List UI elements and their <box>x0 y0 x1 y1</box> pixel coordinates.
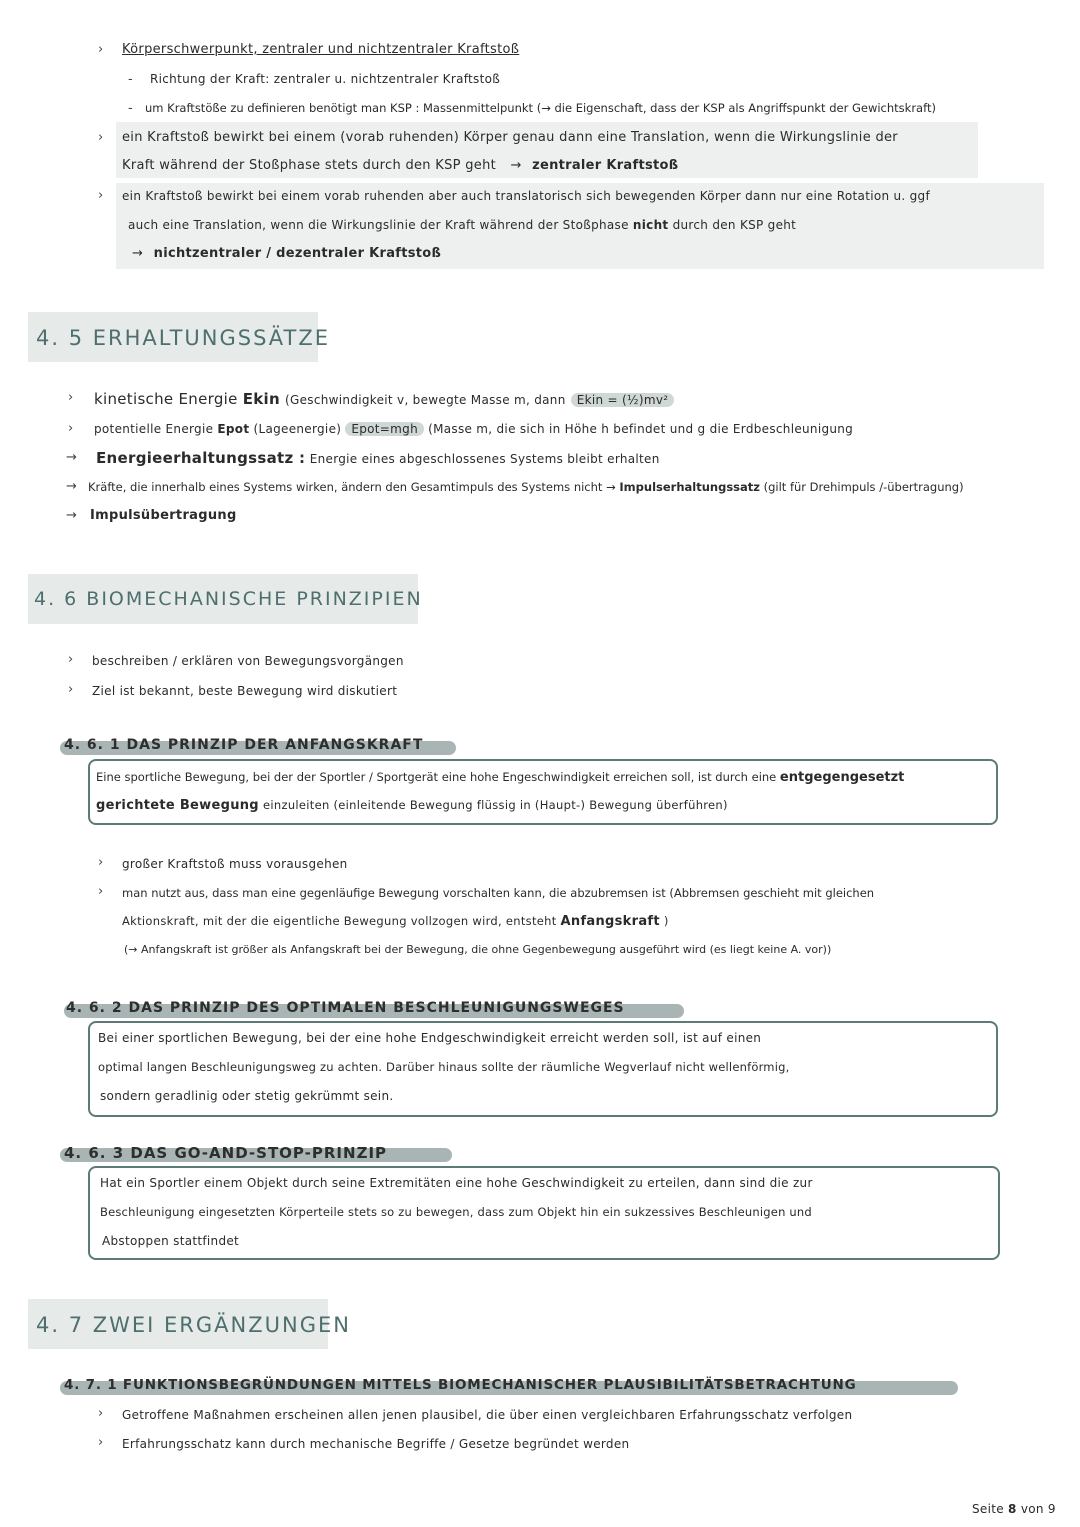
arrow-icon: → <box>66 450 77 465</box>
ergaenzung-bullet1: Getroffene Maßnahmen erscheinen allen jenen plausibel, die über einen vergleichbaren Erfahrungsschatz verfolgen <box>122 1408 853 1422</box>
dash-icon: - <box>128 72 133 87</box>
energy-line <box>96 449 660 467</box>
noncentral-text-c: durch den KSP geht <box>672 218 797 232</box>
ksp-title: Körperschwerpunkt, zentraler und nichtzentraler Kraftstoß <box>122 42 520 57</box>
ekin-formula: Ekin = (½)mv² <box>571 393 675 407</box>
impulse-line <box>88 480 964 494</box>
p463-line2: Beschleunigung eingesetzten Körperteile stets so zu bewegen, dass zum Objekt hin ein sukzessives Beschleunigen und <box>100 1205 812 1219</box>
p461-bullet2: man nutzt aus, dass man eine gegenläufige Bewegung vorschalten kann, die abzubremsen ist (Abbremsen geschieht mit gleichen <box>122 886 875 900</box>
central-line1: ein Kraftstoß bewirkt bei einem (vorab ruhenden) Körper genau dann eine Translation, wenn die Wirkungslinie der <box>122 130 898 145</box>
bm-bullet2: Ziel ist bekannt, beste Bewegung wird diskutiert <box>92 684 398 698</box>
epot-formula: Epot=mgh <box>345 422 424 436</box>
chevron-icon: › <box>98 42 104 57</box>
p461-note: (→ Anfangskraft ist größer als Anfangskraft bei der Bewegung, die ohne Gegenbewegung ausgeführt wird (es liegt keine A. vor)) <box>124 943 832 956</box>
energy-text: Energie eines abgeschlossenes Systems bleibt erhalten <box>309 452 660 466</box>
impulse-post: (gilt für Drehimpuls /-übertragung) <box>763 480 964 494</box>
p461-close-paren: ) <box>663 914 669 928</box>
chevron-icon: › <box>68 682 74 697</box>
arrow-icon: → <box>66 479 77 494</box>
page-number: 8 <box>1008 1502 1017 1516</box>
ksp-sub1: Richtung der Kraft: zentraler u. nichtzentraler Kraftstoß <box>150 72 501 86</box>
energy-term: Energieerhaltungssatz : <box>96 449 306 467</box>
noncentral-term: nichtzentraler / dezentraler Kraftstoß <box>153 246 442 261</box>
central-line2 <box>122 158 678 173</box>
ergaenzung-bullet2: Erfahrungsschatz kann durch mechanische Begriffe / Gesetze begründet werden <box>122 1437 630 1451</box>
heading-46: 4. 6 BIOMECHANISCHE PRINZIPIEN <box>34 588 423 610</box>
epot-line <box>94 422 853 436</box>
ekin-term: Ekin <box>242 390 280 408</box>
chevron-icon: › <box>98 130 104 145</box>
noncentral-text-a: auch eine Translation, wenn die Wirkungslinie der Kraft während der Stoßphase <box>128 218 629 232</box>
chevron-icon: › <box>68 390 74 405</box>
dash-icon: - <box>128 101 133 116</box>
impulse-transfer: Impulsübertragung <box>90 508 237 523</box>
heading-45: 4. 5 ERHALTUNGSSÄTZE <box>36 326 331 350</box>
p461-text1: Eine sportliche Bewegung, bei der der Sportler / Sportgerät eine hohe Engeschwindigkeit erreichen soll, ist durch eine <box>96 770 777 784</box>
arrow-icon: → <box>66 508 77 523</box>
central-term: zentraler Kraftstoß <box>532 158 679 173</box>
chevron-icon: › <box>98 884 104 899</box>
p461-line2 <box>96 798 728 813</box>
page-of: von 9 <box>1020 1502 1056 1516</box>
chevron-icon: › <box>68 652 74 667</box>
p461-anfangskraft: Anfangskraft <box>560 914 660 929</box>
epot-term: Epot <box>217 422 250 436</box>
heading-462: 4. 6. 2 DAS PRINZIP DES OPTIMALEN BESCHLEUNIGUNGSWEGES <box>66 1000 625 1016</box>
noncentral-not: nicht <box>632 218 669 232</box>
p461-term1: entgegengesetzt <box>779 770 905 785</box>
p461-line1 <box>96 770 904 785</box>
p461-bullet1: großer Kraftstoß muss vorausgehen <box>122 857 348 871</box>
noncentral-line2 <box>128 218 796 232</box>
impulse-text: Kräfte, die innerhalb eines Systems wirken, ändern den Gesamtimpuls des Systems nicht → <box>88 480 616 494</box>
heading-471: 4. 7. 1 FUNKTIONSBEGRÜNDUNGEN MITTELS BIOMECHANISCHER PLAUSIBILITÄTSBETRACHTUNG <box>64 1377 857 1393</box>
chevron-icon: › <box>98 1406 104 1421</box>
p463-line3: Abstoppen stattfindet <box>102 1234 240 1248</box>
arrow-icon: → <box>132 246 144 261</box>
ksp-sub2: um Kraftstöße zu definieren benötigt man KSP : Massenmittelpunkt (→ die Eigenschaft, dass der KSP als Angriffspunkt der Gewichtskraft) <box>145 101 936 115</box>
p461-text2: einzuleiten (einleitende Bewegung flüssig in (Haupt-) Bewegung überführen) <box>263 798 728 812</box>
ekin-line <box>94 390 674 408</box>
p461-bullet2b-text: Aktionskraft, mit der die eigentliche Bewegung vollzogen wird, entsteht <box>122 914 557 928</box>
principle-461-box <box>88 759 998 825</box>
page-label: Seite <box>972 1502 1004 1516</box>
chevron-icon: › <box>98 1435 104 1450</box>
ekin-pre: kinetische Energie <box>94 390 238 408</box>
p461-bullet2b <box>122 914 669 929</box>
impulse-term: Impulserhaltungssatz <box>619 480 760 494</box>
central-text: Kraft während der Stoßphase stets durch den KSP geht <box>122 158 497 173</box>
noncentral-line3 <box>132 246 441 261</box>
arrow-icon: → <box>510 158 522 173</box>
ekin-post: (Geschwindigkeit v, bewegte Masse m, dann <box>285 393 566 407</box>
epot-mid: (Lageenergie) <box>253 422 342 436</box>
p461-term2: gerichtete Bewegung <box>96 798 259 813</box>
epot-post: (Masse m, die sich in Höhe h befindet und g die Erdbeschleunigung <box>428 422 854 436</box>
p462-line1: Bei einer sportlichen Bewegung, bei der eine hohe Endgeschwindigkeit erreicht werden soll, ist auf einen <box>98 1031 762 1045</box>
page-indicator <box>972 1502 1056 1516</box>
heading-463: 4. 6. 3 DAS GO-AND-STOP-PRINZIP <box>64 1144 388 1162</box>
heading-461: 4. 6. 1 DAS PRINZIP DER ANFANGSKRAFT <box>64 737 424 753</box>
chevron-icon: › <box>68 421 74 436</box>
p463-line1: Hat ein Sportler einem Objekt durch seine Extremitäten eine hohe Geschwindigkeit zu erteilen, dann sind die zur <box>100 1176 813 1190</box>
heading-47: 4. 7 ZWEI ERGÄNZUNGEN <box>36 1313 351 1337</box>
chevron-icon: › <box>98 855 104 870</box>
p462-line2: optimal langen Beschleunigungsweg zu achten. Darüber hinaus sollte der räumliche Wegverlauf nicht wellenförmig, <box>98 1060 790 1074</box>
chevron-icon: › <box>98 188 104 203</box>
bm-bullet1: beschreiben / erklären von Bewegungsvorgängen <box>92 654 404 668</box>
p462-line3: sondern geradlinig oder stetig gekrümmt sein. <box>100 1089 394 1103</box>
noncentral-line1: ein Kraftstoß bewirkt bei einem vorab ruhenden aber auch translatorisch sich bewegenden Körper dann nur eine Rotation u. ggf <box>122 189 930 203</box>
epot-pre: potentielle Energie <box>94 422 214 436</box>
